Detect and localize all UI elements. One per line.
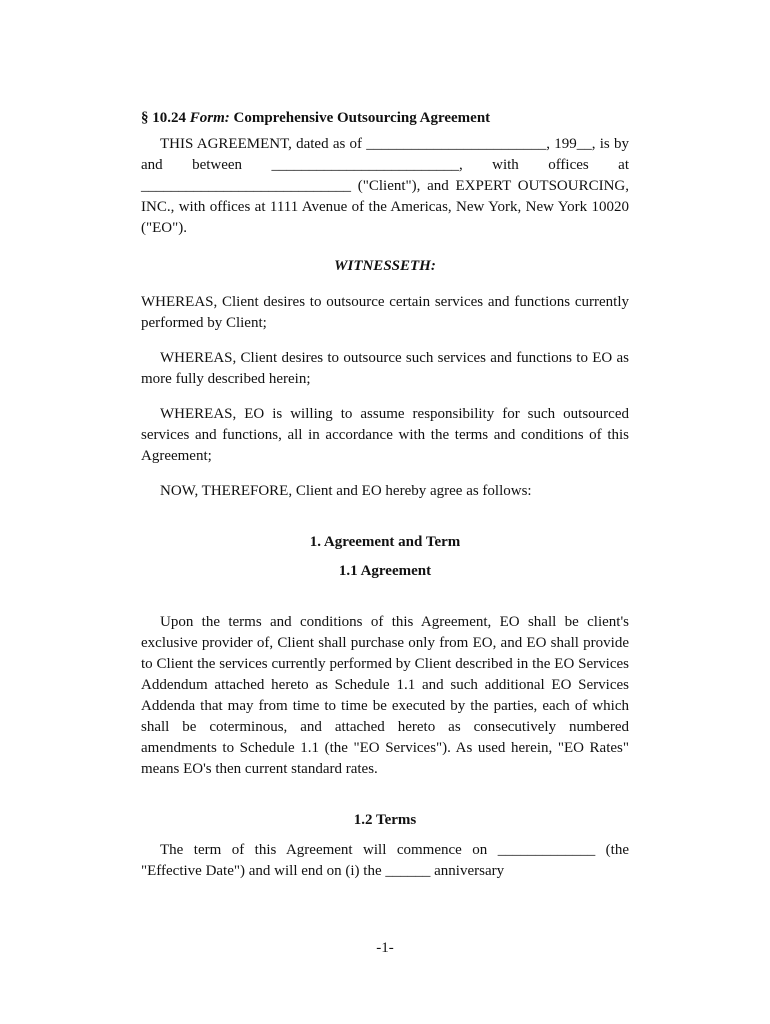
document-page <box>141 108 629 882</box>
witnesseth-heading: WITNESSETH: <box>334 258 436 274</box>
page-number: -1- <box>376 940 394 956</box>
section-1-heading: 1. Agreement and Term <box>309 534 461 550</box>
whereas-paragraph-1: WHEREAS, Client desires to outsource certain services and functions currently performed by Client; <box>141 294 629 331</box>
form-label: Form: <box>189 110 230 126</box>
intro-paragraph: THIS AGREEMENT, dated as of ________________________, 199__, is by and between _________________________, with offices at ____________________________ ("Client"), and EXPERT OUTSOURCING, INC., with offices at 1111 Avenue of the Americas, New York, New York 10020 ("EO"). <box>141 136 629 236</box>
agreement-name: Comprehensive Outsourcing Agreement <box>233 110 491 126</box>
section-number: § 10.24 <box>141 110 186 126</box>
whereas-paragraph-2: WHEREAS, Client desires to outsource such services and functions to EO as more fully described herein; <box>141 350 629 387</box>
document-title <box>141 108 629 129</box>
section-1-1-heading: 1.1 Agreement <box>338 563 432 579</box>
section-1-2-heading: 1.2 Terms <box>353 812 417 828</box>
whereas-paragraph-3: WHEREAS, EO is willing to assume responsibility for such outsourced services and functions, all in accordance with the terms and conditions of this Agreement; <box>141 406 629 464</box>
section-1-2-paragraph: The term of this Agreement will commence on _____________ (the "Effective Date") and will end on (i) the ______ anniversary <box>141 842 629 879</box>
section-1-1-paragraph: Upon the terms and conditions of this Agreement, EO shall be client's exclusive provider of, Client shall purchase only from EO, and EO shall provide to Client the services currently performed by Client described in the EO Services Addendum attached hereto as Schedule 1.1 and such additional EO Services Addenda that may from time to time be executed by the parties, each of which shall be coterminous, and attached hereto as consecutively numbered amendments to Schedule 1.1 (the "EO Services"). As used herein, "EO Rates" means EO's then current standard rates. <box>141 614 629 777</box>
now-therefore-paragraph: NOW, THEREFORE, Client and EO hereby agree as follows: <box>160 483 532 499</box>
